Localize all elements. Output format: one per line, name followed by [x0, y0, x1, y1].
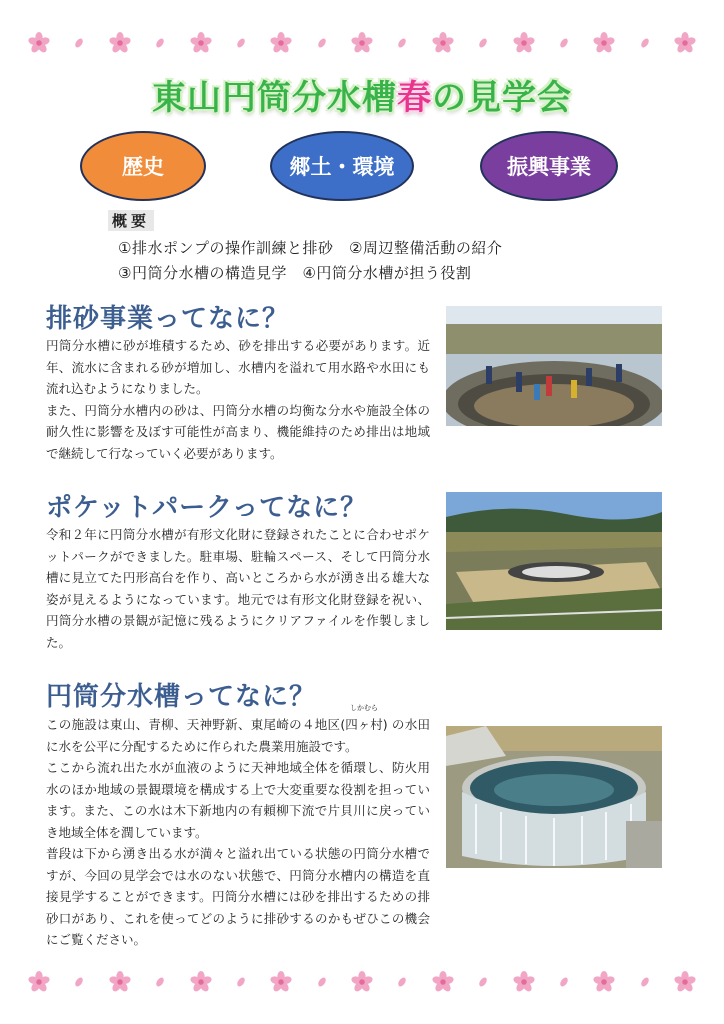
- flower-icon: [351, 32, 373, 54]
- petal-icon: [558, 37, 570, 49]
- flower-icon: [674, 32, 696, 54]
- paragraph: 円筒分水槽に砂が堆積するため、砂を排出する必要があります。近年、流水に含まれる砂が増加し、水槽内を溢れて用水路や水田にも流れ込むようになりました。: [46, 338, 430, 396]
- title-main: 東山円筒分水槽: [152, 78, 397, 118]
- petal-icon: [235, 976, 247, 988]
- flower-icon: [674, 971, 696, 993]
- petal-icon: [154, 976, 166, 988]
- paragraph-part: この施設は東山、青柳、天神野新、東尾崎の４地区(: [46, 717, 346, 732]
- petal-icon: [154, 37, 166, 49]
- petal-icon: [73, 976, 85, 988]
- section-body-pocket-park: [46, 524, 430, 653]
- flower-icon: [270, 32, 292, 54]
- section-body-cylindrical-tank: [46, 704, 430, 951]
- flower-icon: [432, 32, 454, 54]
- badge-local-environment-label: 郷土・環境: [289, 155, 395, 179]
- flower-icon: [109, 971, 131, 993]
- page-title: [0, 70, 724, 119]
- petal-icon: [639, 37, 651, 49]
- ruby: [345, 704, 383, 736]
- petal-icon: [558, 976, 570, 988]
- petal-icon: [396, 976, 408, 988]
- section-heading-sand-removal: 排砂事業ってなに？: [46, 304, 290, 334]
- petal-icon: [639, 976, 651, 988]
- flower-icon: [190, 971, 212, 993]
- flower-icon: [513, 971, 535, 993]
- paragraph: 令和２年に円筒分水槽が有形文化財に登録されたことに合わせポケットパークができました。駐車場、駐輪スペース、そして円筒分水槽に見立てた円形高台を作り、高いところから水が湧き出る雄大な姿が見えるようになっています。地元では有形文化財登録を祝い、円筒分水槽の景観が記憶に残るようにクリアファイルを作製しました。: [46, 527, 430, 650]
- ruby-text: しかむら: [349, 704, 378, 712]
- photo-pocket-park: [446, 492, 662, 630]
- flower-icon: [109, 32, 131, 54]
- flower-icon: [432, 971, 454, 993]
- badge-history: [80, 131, 206, 201]
- section-heading-cylindrical-tank: 円筒分水槽ってなに？: [46, 682, 317, 712]
- section-heading-pocket-park: ポケットパークってなに？: [46, 493, 368, 523]
- overview-line-2: ③円筒分水槽の構造見学 ④円筒分水槽が担う役割: [118, 264, 472, 282]
- petal-icon: [235, 37, 247, 49]
- paragraph: ここから流れ出た水が血液のように天神地域全体を循環し、防火用水のほか地域の景観環境を構成する上で大変重要な役割を担っています。また、この水は木下新地内の有頼柳下流で片貝川に戻っていき地域全体を潤しています。: [46, 760, 430, 840]
- badge-promotion-label: 振興事業: [507, 155, 591, 179]
- flower-border-top: [28, 28, 696, 58]
- petal-icon: [396, 37, 408, 49]
- flower-icon: [513, 32, 535, 54]
- title-spring: 春: [397, 78, 432, 118]
- flower-icon: [190, 32, 212, 54]
- overview-label: 概要: [108, 210, 154, 231]
- petal-icon: [477, 976, 489, 988]
- section-body-sand-removal: [46, 335, 430, 464]
- paragraph-part: ) の水田に水を公平に分配するために作られた農業用施設です。: [46, 717, 430, 754]
- flower-icon: [593, 32, 615, 54]
- flower-icon: [28, 32, 50, 54]
- petal-icon: [477, 37, 489, 49]
- flower-icon: [351, 971, 373, 993]
- photo-sand-removal-work: [446, 306, 662, 426]
- title-rest: の見学会: [432, 78, 572, 118]
- petal-icon: [73, 37, 85, 49]
- flower-icon: [270, 971, 292, 993]
- badge-local-environment: [270, 131, 414, 201]
- paragraph: また、円筒分水槽内の砂は、円筒分水槽の均衡な分水や施設全体の耐久性に影響を及ぼす可能性が高まり、機能維持のため排出は地域で継続して行なっていく必要があります。: [46, 402, 430, 461]
- badge-promotion: [480, 131, 618, 201]
- petal-icon: [316, 976, 328, 988]
- flower-icon: [593, 971, 615, 993]
- photo-cylindrical-tank: [446, 726, 662, 868]
- flower-border-bottom: [28, 967, 696, 997]
- overview-line-1: ①排水ポンプの操作訓練と排砂 ②周辺整備活動の紹介: [118, 239, 503, 257]
- flower-icon: [28, 971, 50, 993]
- petal-icon: [316, 37, 328, 49]
- paragraph: 普段は下から湧き出る水が満々と溢れ出ている状態の円筒分水槽ですが、今回の見学会では水のない状態で、円筒分水槽内の構造を直接見学することができます。円筒分水槽には砂を排出するための排砂口があり、これを使ってどのように排砂するのかもぜひこの機会にご覧ください。: [46, 846, 430, 947]
- paragraph: [46, 704, 430, 757]
- ruby-base: 四ヶ村: [345, 717, 383, 732]
- badge-history-label: 歴史: [122, 155, 164, 179]
